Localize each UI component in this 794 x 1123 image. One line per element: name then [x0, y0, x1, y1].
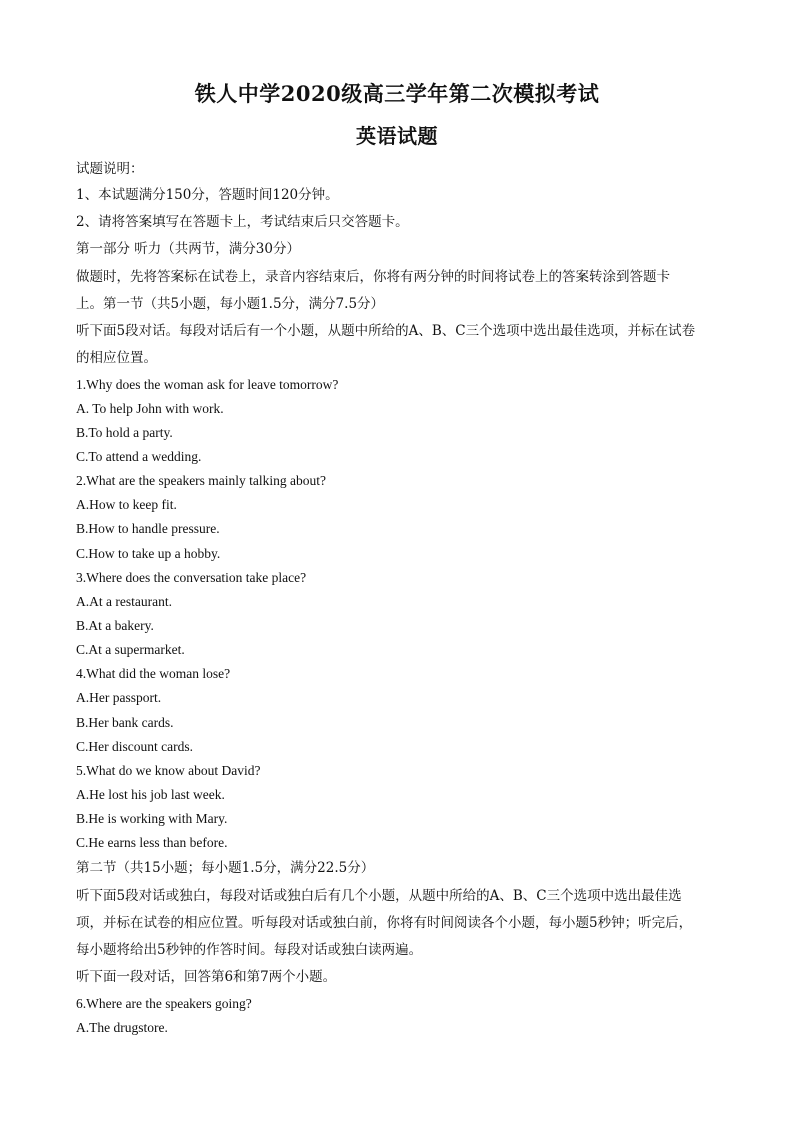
option: C.Her discount cards. — [76, 739, 193, 754]
text-line: 做题时，先将答案标在试卷上，录音内容结束后，你将有两分钟的时间将试卷上的答案转涂到答题卡 — [76, 269, 670, 285]
option: A.Her passport. — [76, 690, 162, 705]
question: 2.What are the speakers mainly talking about? — [76, 473, 327, 488]
option: A.How to keep fit. — [76, 497, 177, 512]
option: C.He earns less than before. — [76, 835, 228, 850]
text-line: 1、本试题满分150分，答题时间120分钟。 — [76, 187, 339, 203]
text-line: 听下面5段对话。每段对话后有一个小题，从题中所给的A、B、C三个选项中选出最佳选项，并标在试卷 — [76, 323, 696, 339]
option: A.The drugstore. — [76, 1020, 168, 1035]
question: 3.Where does the conversation take place? — [76, 570, 307, 585]
text-line: 试题说明： — [76, 161, 144, 177]
option: A.He lost his job last week. — [76, 787, 225, 802]
option: B.Her bank cards. — [76, 715, 174, 730]
option: B.To hold a party. — [76, 425, 173, 440]
option: B.He is working with Mary. — [76, 811, 228, 826]
option: C.At a supermarket. — [76, 642, 185, 657]
option: B.How to handle pressure. — [76, 521, 220, 536]
option: A. To help John with work. — [76, 401, 224, 416]
option: B.At a bakery. — [76, 618, 154, 633]
option: C.How to take up a hobby. — [76, 546, 221, 561]
text-line: 的相应位置。 — [76, 350, 157, 366]
question: 1.Why does the woman ask for leave tomorrow? — [76, 377, 339, 392]
text-line: 2、请将答案填写在答题卡上，考试结束后只交答题卡。 — [76, 214, 409, 230]
question: 4.What did the woman lose? — [76, 666, 231, 681]
question: 5.What do we know about David? — [76, 763, 261, 778]
text-line: 听下面一段对话，回答第6和第7两个小题。 — [76, 969, 337, 985]
section-heading: 第二节（共15小题；每小题1.5分，满分22.5分） — [76, 860, 375, 876]
text-line: 上。第一节（共5小题，每小题1.5分，满分7.5分） — [76, 296, 385, 312]
text-line: 听下面5段对话或独白，每段对话或独白后有几个小题，从题中所给的A、B、C三个选项中选出最佳选 — [76, 888, 682, 904]
text-line: 项，并标在试卷的相应位置。听每段对话或独白前，你将有时间阅读各个小题，每小题5秒钟；听完后， — [76, 915, 693, 931]
text-line: 每小题将给出5秒钟的作答时间。每段对话或独白读两遍。 — [76, 942, 423, 958]
option: C.To attend a wedding. — [76, 449, 202, 464]
option: A.At a restaurant. — [76, 594, 172, 609]
exam-subtitle: 英语试题 — [356, 124, 438, 148]
exam-title: 铁人中学2020级高三学年第二次模拟考试 — [194, 81, 600, 106]
section-heading: 第一部分 听力（共两节，满分30分） — [76, 241, 300, 257]
question: 6.Where are the speakers going? — [76, 996, 252, 1011]
